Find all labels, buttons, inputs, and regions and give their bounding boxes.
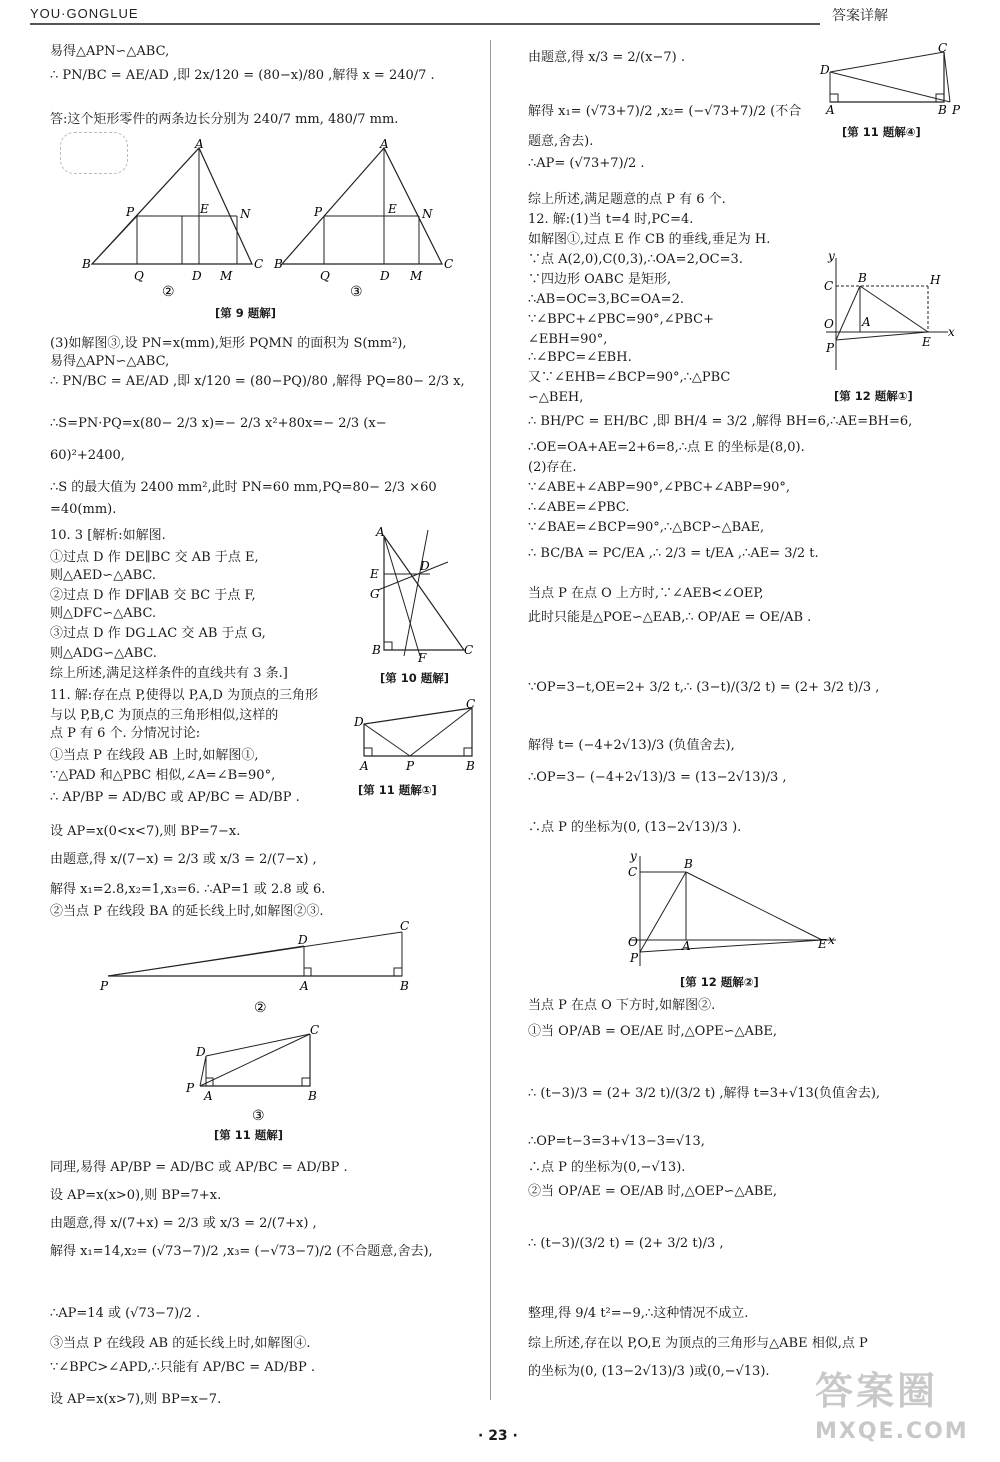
left-text-line: ①当点 P 在线段 AB 上时,如解图①, <box>50 748 259 763</box>
right-text-line: ∴ BH/PC = EH/BC ,即 BH/4 = 3/2 ,解得 BH=6,∴AE=BH=6, <box>528 414 913 429</box>
svg-text:E: E <box>200 202 209 216</box>
svg-text:P: P <box>100 979 109 993</box>
figure-9-2 <box>82 137 264 300</box>
caption-fig12-1: [第 12 题解①] <box>834 389 913 403</box>
svg-text:D: D <box>820 63 830 77</box>
svg-text:B: B <box>82 257 91 271</box>
left-text-line: 解得 x₁=14,x₂= (√73−7)/2 ,x₃= (−√73−7)/2 (不合题意,舍去), <box>50 1244 433 1259</box>
fig11-3-label: ③ <box>252 1108 265 1124</box>
svg-text:P: P <box>126 205 135 219</box>
right-text-line: ∵点 A(2,0),C(0,3),∴OA=2,OC=3. <box>528 252 743 267</box>
left-text-line: 点 P 有 6 个. 分情况讨论: <box>50 726 201 741</box>
right-text-line: ∴∠ABE=∠PBC. <box>528 500 630 515</box>
figure-9-3 <box>274 137 454 300</box>
right-text-line: ∴OE=OA+AE=2+6=8,∴点 E 的坐标是(8,0). <box>528 440 805 455</box>
right-text-line: ∴点 P 的坐标为(0,−√13). <box>528 1160 686 1175</box>
figure-11-1 <box>352 697 482 780</box>
left-text-line: 则△ADG∽△ABC. <box>50 646 157 661</box>
right-text-line: 当点 P 在点 O 下方时,如解图②. <box>528 998 716 1013</box>
right-text-line: ∴ BC/BA = PC/EA ,∴ 2/3 = t/EA ,∴AE= 3/2 t. <box>528 546 819 561</box>
watermark <box>815 1360 969 1444</box>
watermark-logo: 答案圈 <box>815 1369 939 1413</box>
brand-logo: YOU·GONGLUE <box>30 6 139 21</box>
svg-text:N: N <box>422 207 433 221</box>
right-text-line: ∴ (t−3)/(3/2 t) = (2+ 3/2 t)/3 , <box>528 1236 724 1251</box>
fig9-3-label: ③ <box>350 284 363 300</box>
svg-text:B: B <box>400 979 409 993</box>
right-text-line: ∴点 P 的坐标为(0, (13−2√13)/3 ). <box>528 820 742 835</box>
left-text-line: ①过点 D 作 DE∥BC 交 AB 于点 E, <box>50 550 259 565</box>
svg-text:P: P <box>314 205 323 219</box>
svg-text:Q: Q <box>320 269 330 283</box>
right-text-line: ∴∠BPC=∠EBH. <box>528 350 632 365</box>
header-rule <box>30 23 820 25</box>
right-text-line: ∴OP=3− (−4+2√13)/3 = (13−2√13)/3 , <box>528 770 787 785</box>
caption-fig11: [第 11 题解] <box>214 1128 284 1142</box>
svg-text:x: x <box>828 933 835 947</box>
left-text-line: 易得△APN∽△ABC, <box>50 354 170 369</box>
right-text-line: 又∵∠EHB=∠BCP=90°,∴△PBC <box>528 370 731 385</box>
page-header <box>0 0 1000 30</box>
svg-text:A: A <box>204 1089 213 1103</box>
svg-text:C: C <box>628 865 638 879</box>
right-text-line: ∵∠ABE+∠ABP=90°,∠PBC+∠ABP=90°, <box>528 480 791 495</box>
svg-text:Q: Q <box>134 269 144 283</box>
svg-text:O: O <box>628 935 638 949</box>
left-text-line: ②当点 P 在线段 BA 的延长线上时,如解图②③. <box>50 904 324 919</box>
svg-text:E: E <box>370 567 379 581</box>
svg-text:C: C <box>824 279 834 293</box>
figure-11-2 <box>96 918 426 1018</box>
right-text-line: 此时只能是△POE∽△EAB,∴ OP/AE = OE/AB . <box>528 610 812 625</box>
fig9-2-label: ② <box>162 284 175 300</box>
svg-text:y: y <box>630 849 637 863</box>
svg-text:P: P <box>186 1081 195 1095</box>
left-text-line: 易得△APN∽△ABC, <box>50 44 170 59</box>
svg-text:C: C <box>938 41 948 55</box>
section-title: 答案详解 <box>832 8 888 24</box>
left-text-line: ∴S 的最大值为 2400 mm²,此时 PN=60 mm,PQ=80− 2/3 ×60 <box>50 480 437 495</box>
right-text-line: ∵∠BAE=∠BCP=90°,∴△BCP∽△BAE, <box>528 520 765 535</box>
right-text-line: ∵四边形 OABC 是矩形, <box>528 272 672 287</box>
figure-11-4 <box>820 41 965 117</box>
svg-text:E: E <box>388 202 397 216</box>
watermark-url: MXQE.COM <box>815 1419 969 1444</box>
right-text-line: 的坐标为(0, (13−2√13)/3 )或(0,−√13). <box>528 1364 770 1379</box>
svg-text:A: A <box>360 759 369 773</box>
svg-text:C: C <box>400 919 410 933</box>
caption-fig11-4: [第 11 题解④] <box>842 125 921 139</box>
svg-text:E: E <box>818 937 827 951</box>
left-text-line: 与以 P,B,C 为顶点的三角形相似,这样的 <box>50 708 279 723</box>
right-text-line: ∽△BEH, <box>528 390 584 405</box>
svg-text:B: B <box>858 271 867 285</box>
left-text-line: ∵△PAD 和△PBC 相似,∠A=∠B=90°, <box>50 768 276 783</box>
caption-fig12-2: [第 12 题解②] <box>680 975 759 989</box>
right-text-line: 当点 P 在点 O 上方时,∵∠AEB<∠OEP, <box>528 586 764 601</box>
right-text-line: ∠EBH=90°, <box>528 332 608 347</box>
right-text-line: ∵OP=3−t,OE=2+ 3/2 t,∴ (3−t)/(3/2 t) = (2+ 3/2 t)/3 , <box>528 680 880 695</box>
svg-text:D: D <box>192 269 202 283</box>
right-text-line: ∴ (t−3)/3 = (2+ 3/2 t)/(3/2 t) ,解得 t=3+√13(负值舍去), <box>528 1086 881 1101</box>
figure-12-2 <box>622 850 842 970</box>
right-text-line: ∵∠BPC+∠PBC=90°,∠PBC+ <box>528 312 715 327</box>
right-text-line: ∴OP=t−3=3+√13−3=√13, <box>528 1134 705 1149</box>
svg-text:C: C <box>464 643 474 657</box>
svg-text:A: A <box>682 939 691 953</box>
svg-text:y: y <box>828 249 835 263</box>
svg-text:C: C <box>254 257 264 271</box>
right-text-line: 综上所述,存在以 P,O,E 为顶点的三角形与△ABE 相似,点 P <box>528 1336 868 1351</box>
right-text-line: 12. 解:(1)当 t=4 时,PC=4. <box>528 212 694 227</box>
column-divider <box>490 40 491 1400</box>
svg-text:P: P <box>826 341 835 355</box>
right-text-line: 如解图①,过点 E 作 CB 的垂线,垂足为 H. <box>528 232 771 247</box>
svg-text:G: G <box>370 587 380 601</box>
caption-fig11-1: [第 11 题解①] <box>358 783 437 797</box>
svg-text:A: A <box>300 979 309 993</box>
svg-text:E: E <box>922 335 931 349</box>
left-text-line: 则△AED∽△ABC. <box>50 568 156 583</box>
svg-text:B: B <box>684 857 693 871</box>
figure-12-1 <box>822 250 957 375</box>
left-text-line: 答:这个矩形零件的两条边长分别为 240/7 mm, 480/7 mm. <box>50 112 399 127</box>
svg-text:D: D <box>380 269 390 283</box>
left-text-line: 由题意,得 x/(7+x) = 2/3 或 x/3 = 2/(7+x) , <box>50 1216 317 1231</box>
left-text-line: ∴ AP/BP = AD/BC 或 AP/BC = AD/BP . <box>50 790 300 805</box>
svg-text:D: D <box>196 1045 206 1059</box>
left-text-line: =40(mm). <box>50 502 117 517</box>
left-text-line: ∴ PN/BC = AE/AD ,即 x/120 = (80−PQ)/80 ,解得 PQ=80− 2/3 x, <box>50 374 465 389</box>
page-number: · 23 · <box>478 1428 518 1444</box>
svg-text:P: P <box>630 951 639 965</box>
svg-text:D: D <box>420 559 430 573</box>
svg-text:O: O <box>824 317 834 331</box>
right-text-line: 整理,得 9/4 t²=−9,∴这种情况不成立. <box>528 1306 749 1321</box>
right-text-line: 解得 t= (−4+2√13)/3 (负值舍去), <box>528 738 735 753</box>
svg-text:A: A <box>195 137 204 151</box>
left-text-line: 11. 解:存在点 P,使得以 P,A,D 为顶点的三角形 <box>50 688 319 703</box>
left-text-line: 同理,易得 AP/BP = AD/BC 或 AP/BC = AD/BP . <box>50 1160 348 1175</box>
right-text-line: ①当 OP/AB = OE/AE 时,△OPE∽△ABE, <box>528 1024 778 1039</box>
svg-text:C: C <box>310 1023 320 1037</box>
right-text-line: 由题意,得 x/3 = 2/(x−7) . <box>528 50 685 65</box>
left-text-line: 解得 x₁=2.8,x₂=1,x₃=6. ∴AP=1 或 2.8 或 6. <box>50 882 326 897</box>
left-text-line: ③当点 P 在线段 AB 的延长线上时,如解图④. <box>50 1336 311 1351</box>
svg-text:B: B <box>938 103 947 117</box>
svg-text:C: C <box>466 697 476 711</box>
left-text-line: ②过点 D 作 DF∥AB 交 BC 于点 F, <box>50 588 256 603</box>
svg-text:P: P <box>406 759 415 773</box>
svg-text:B: B <box>274 257 283 271</box>
caption-fig10: [第 10 题解] <box>380 671 450 685</box>
right-text-line: ②当 OP/AE = OE/AB 时,△OEP∽△ABE, <box>528 1184 778 1199</box>
svg-text:A: A <box>376 525 385 539</box>
fig11-2-label: ② <box>254 1000 267 1016</box>
svg-text:A: A <box>380 137 389 151</box>
left-text-line: 则△DFC∽△ABC. <box>50 606 157 621</box>
left-text-line: ∴S=PN·PQ=x(80− 2/3 x)=− 2/3 x²+80x=− 2/3 (x− <box>50 416 387 431</box>
left-text-line: 设 AP=x(0<x<7),则 BP=7−x. <box>50 824 241 839</box>
right-text-line: 综上所述,满足题意的点 P 有 6 个. <box>528 192 726 207</box>
svg-text:N: N <box>240 207 251 221</box>
svg-text:B: B <box>466 759 475 773</box>
left-text-line: 综上所述,满足这样条件的直线共有 3 条.] <box>50 666 288 681</box>
right-text-line: ∴AP= (√73+7)/2 . <box>528 156 645 171</box>
right-text-line: (2)存在. <box>528 460 577 475</box>
svg-text:D: D <box>354 715 364 729</box>
svg-text:M: M <box>410 269 423 283</box>
left-text-line: ∵∠BPC>∠APD,∴只能有 AP/BC = AD/BP . <box>50 1360 315 1375</box>
right-text-line: ∴AB=OC=3,BC=OA=2. <box>528 292 684 307</box>
left-text-line: 10. 3 [解析:如解图. <box>50 528 166 543</box>
left-text-line: 60)²+2400, <box>50 448 125 463</box>
svg-text:M: M <box>220 269 233 283</box>
left-text-line: ∴AP=14 或 (√73−7)/2 . <box>50 1306 201 1321</box>
left-text-line: 设 AP=x(x>7),则 BP=x−7. <box>50 1392 222 1407</box>
svg-text:B: B <box>308 1089 317 1103</box>
svg-text:C: C <box>444 257 454 271</box>
svg-text:x: x <box>948 325 955 339</box>
svg-text:A: A <box>826 103 835 117</box>
caption-fig9: [第 9 题解] <box>215 306 277 320</box>
svg-text:D: D <box>298 933 308 947</box>
figure-10 <box>368 526 478 666</box>
svg-text:H: H <box>930 273 941 287</box>
left-text-line: 由题意,得 x/(7−x) = 2/3 或 x/3 = 2/(7−x) , <box>50 852 317 867</box>
left-text-line: ∴ PN/BC = AE/AD ,即 2x/120 = (80−x)/80 ,解得 x = 240/7 . <box>50 68 435 83</box>
right-text-line: 解得 x₁= (√73+7)/2 ,x₂= (−√73+7)/2 (不合 <box>528 104 802 119</box>
left-text-line: ③过点 D 作 DG⊥AC 交 AB 于点 G, <box>50 626 266 641</box>
svg-text:B: B <box>372 643 381 657</box>
left-text-line: 设 AP=x(x>0),则 BP=7+x. <box>50 1188 222 1203</box>
svg-text:A: A <box>862 315 871 329</box>
left-text-line: (3)如解图③,设 PN=x(mm),矩形 PQMN 的面积为 S(mm²), <box>50 336 407 351</box>
figure-11-3 <box>180 1022 330 1122</box>
svg-text:P: P <box>952 103 961 117</box>
right-text-line: 题意,舍去). <box>528 134 594 149</box>
svg-text:F: F <box>418 651 427 665</box>
